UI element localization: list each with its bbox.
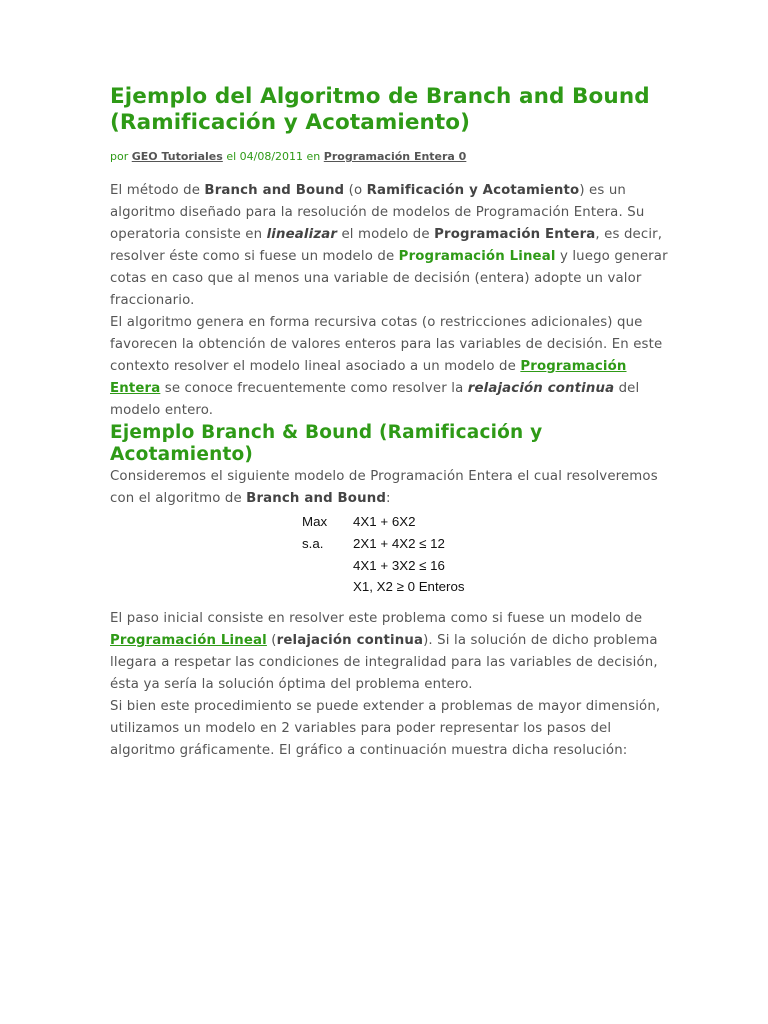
integer-model bbox=[110, 510, 670, 598]
model-constraint-1: 2X1 + 4X2 ≤ 12 bbox=[353, 536, 445, 551]
term-ramificacion: Ramificación y Acotamiento bbox=[366, 183, 580, 198]
intro-paragraph bbox=[110, 180, 670, 312]
paragraph-4 bbox=[110, 608, 670, 696]
text: , es decir, resolver éste como si fuese un modelo de bbox=[110, 227, 663, 264]
article-meta bbox=[110, 150, 670, 164]
text: ) es un algoritmo diseñado para la resolución de modelos de Programación Entera. Su operatoria consiste en bbox=[110, 183, 645, 242]
model-st-label: s.a. bbox=[302, 536, 324, 551]
text: (o bbox=[344, 183, 367, 198]
text: El método de bbox=[110, 183, 205, 198]
term-programacion-entera: Programación Entera bbox=[434, 227, 596, 242]
text: y luego generar cotas en caso que al menos una variable de decisión (entera) adopte un valor fraccionario. bbox=[110, 249, 668, 308]
term-relajacion-continua: relajación continua bbox=[276, 633, 424, 648]
term-linealizar: linealizar bbox=[266, 227, 338, 242]
paragraph-2 bbox=[110, 312, 670, 422]
model-constraint-3: X1, X2 ≥ 0 Enteros bbox=[353, 579, 465, 594]
text: ( bbox=[266, 633, 277, 648]
article bbox=[110, 84, 670, 762]
text: el modelo de bbox=[337, 227, 435, 242]
text: El algoritmo genera en forma recursiva cotas (o restricciones adicionales) que favorecen la obtención de valores enteros para las variables de decisión. En este contexto resolver el modelo lineal asociado a un modelo de bbox=[110, 315, 663, 374]
term-branch-and-bound: Branch and Bound bbox=[204, 183, 345, 198]
meta-date: el 04/08/2011 en bbox=[226, 150, 321, 163]
programacion-lineal-link[interactable]: Programación Lineal bbox=[110, 633, 267, 648]
paragraph-3 bbox=[110, 466, 670, 510]
model-max-label: Max bbox=[302, 514, 328, 529]
text: se conoce frecuentemente como resolver la bbox=[160, 381, 468, 396]
model-objective: 4X1 + 6X2 bbox=[353, 514, 416, 529]
text: del modelo entero. bbox=[110, 381, 640, 418]
article-title: Ejemplo del Algoritmo de Branch and Bound (Ramificación y Acotamiento) bbox=[110, 84, 650, 135]
term-relajacion-continua: relajación continua bbox=[467, 381, 615, 396]
meta-por: por bbox=[110, 150, 129, 163]
text: Consideremos el siguiente modelo de Programación Entera el cual resolveremos con el algoritmo de bbox=[110, 469, 658, 506]
author-link[interactable]: GEO Tutoriales bbox=[131, 150, 223, 163]
model-constraint-2: 4X1 + 3X2 ≤ 16 bbox=[353, 558, 445, 573]
text: El paso inicial consiste en resolver este problema como si fuese un modelo de bbox=[110, 611, 643, 626]
section-heading: Ejemplo Branch & Bound (Ramificación y Acotamiento) bbox=[110, 422, 543, 465]
paragraph-5: Si bien este procedimiento se puede extender a problemas de mayor dimensión, utilizamos un modelo en 2 variables para poder representar los pasos del algoritmo gráficamente. El gráfico a continuación muestra dicha resolución: bbox=[110, 699, 661, 758]
text: ). Si la solución de dicho problema llegara a respetar las condiciones de integralidad para las variables de decisión, ésta ya sería la solución óptima del problema entero. bbox=[110, 633, 658, 692]
category-link[interactable]: Programación Entera 0 bbox=[323, 150, 467, 163]
term-programacion-lineal: Programación Lineal bbox=[398, 249, 556, 264]
programacion-entera-link[interactable]: Programación Entera bbox=[110, 359, 627, 396]
text: : bbox=[386, 491, 391, 506]
term-branch-and-bound: Branch and Bound bbox=[246, 491, 386, 506]
